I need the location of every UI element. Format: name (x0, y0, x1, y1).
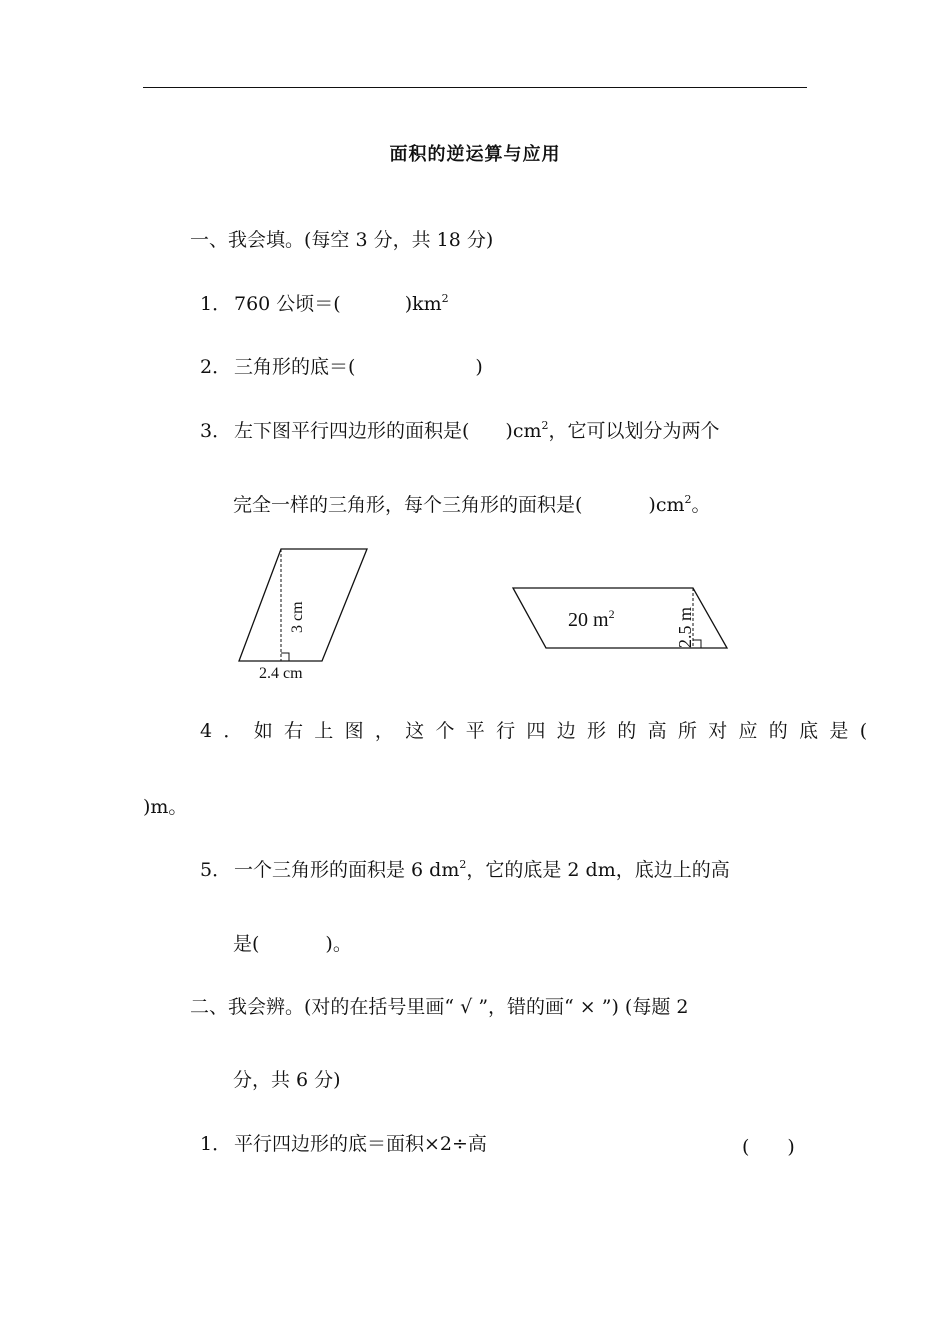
question-3-line2 (233, 493, 711, 517)
q2-text-before: 三角形的底＝( (234, 356, 356, 378)
q5-line1-before: 一个三角形的面积是 6 dm (234, 859, 460, 881)
right-area-text: 20 m (568, 609, 609, 631)
right-parallelogram-figure (505, 578, 765, 658)
q3-line2-after: )cm (648, 494, 685, 516)
q3-line1-before: 左下图平行四边形的面积是( (234, 420, 470, 442)
q1-text-before: 760 公顷＝( (234, 293, 341, 315)
q3-line1-superscript: 2 (541, 419, 549, 432)
q5-superscript: 2 (459, 858, 467, 871)
right-area-superscript: 2 (608, 607, 615, 621)
section2-heading-line1: 二、我会辨。(对的在括号里画“ √ ”，错的画“ × ”) (每题 2 (190, 996, 689, 1018)
left-height-label: 3 cm (289, 601, 306, 633)
q2-text-after: ) (475, 356, 483, 378)
top-rule (143, 87, 807, 88)
section2-question-1 (200, 1132, 487, 1156)
s2-q1-text: 平行四边形的底＝面积×2÷高 (234, 1133, 487, 1155)
question-1 (200, 292, 449, 316)
section2-heading-line2: 分，共 6 分) (233, 1069, 341, 1091)
section1-heading: 一、我会填。(每空 3 分，共 18 分) (190, 229, 494, 251)
q3-line1-after: )cm (505, 420, 542, 442)
left-parallelogram-figure (230, 540, 380, 685)
question-number: 3． (200, 420, 232, 442)
answer-parentheses[interactable]: ( ) (742, 1136, 795, 1158)
q3-line1-tail: ，它可以划分为两个 (548, 420, 720, 442)
right-height-label: 2.5 m (675, 606, 695, 648)
question-2 (200, 355, 483, 379)
q3-line2-superscript: 2 (684, 493, 692, 506)
left-right-angle-mark (281, 653, 289, 661)
question-4-line1 (200, 719, 878, 743)
question-number: 2． (200, 356, 232, 378)
question-number: 4． (200, 720, 254, 742)
question-number: 1． (200, 293, 232, 315)
question-number: 1． (200, 1133, 232, 1155)
q5-line1-after: ，它的底是 2 dm，底边上的高 (466, 859, 730, 881)
q5-line2-before: 是( (233, 933, 260, 955)
q5-line2-after: )。 (325, 933, 352, 955)
question-5-line1 (200, 858, 730, 882)
right-area-label (568, 607, 615, 631)
question-number: 5． (200, 859, 232, 881)
q1-text-after: )km (404, 293, 442, 315)
q3-line2-before: 完全一样的三角形，每个三角形的面积是( (233, 494, 583, 516)
question-5-line2 (233, 932, 352, 956)
question-3-line1 (200, 419, 720, 443)
question-4-line2: )m。 (143, 796, 188, 818)
q4-line1-text: 如右上图，这个平行四边形的高所对应的底是( (253, 720, 879, 742)
q3-line2-tail: 。 (691, 494, 711, 516)
left-base-label: 2.4 cm (259, 665, 303, 682)
page-title: 面积的逆运算与应用 (389, 144, 561, 165)
q1-superscript: 2 (441, 292, 449, 305)
